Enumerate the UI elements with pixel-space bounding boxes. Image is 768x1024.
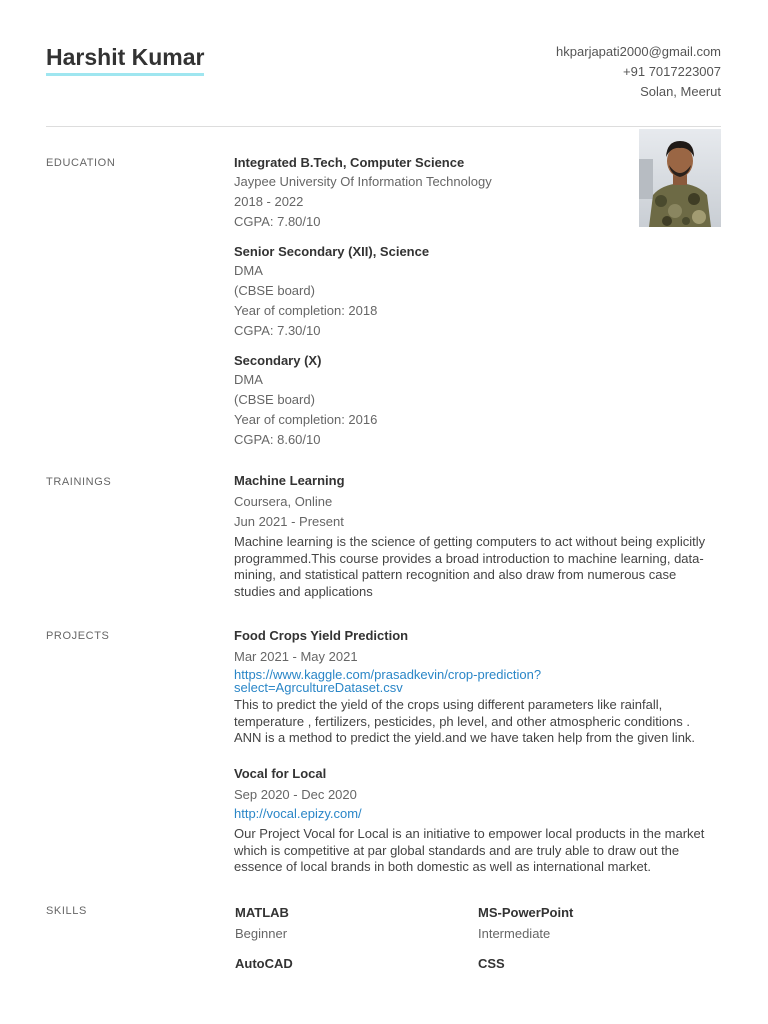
skill-level: Beginner [235,926,288,941]
education-entry [234,243,720,341]
skill-name: MS-PowerPoint [478,905,574,920]
skill-name: AutoCAD [235,956,293,971]
location-text: Solan, Meerut [640,84,721,99]
project-description: This to predict the yield of the crops using different parameters like rainfall, temperature , fertilizers, pesticides, ph level, and other atmospheric conditions . ANN is a method to predict the yield.and we have taken help from the given link. [234,697,696,745]
education-title: Senior Secondary (XII), Science [234,244,430,259]
skill-item [478,955,505,973]
education-line: CGPA: 7.30/10 [234,323,321,338]
project-link-line: http://vocal.epizy.com/ [234,806,362,821]
training-org: Coursera, Online [234,494,333,509]
skill-name: MATLAB [235,905,289,920]
email-text[interactable]: hkparjapati2000@gmail.com [556,44,721,59]
skill-item [235,955,293,973]
education-line: CGPA: 7.80/10 [234,214,321,229]
education-title: Integrated B.Tech, Computer Science [234,155,465,170]
training-title: Machine Learning [234,473,345,488]
project-entry [234,627,720,747]
education-line: Year of completion: 2018 [234,303,378,318]
skill-item [235,904,289,944]
project-link-line: select=AgrcultureDataset.csv [234,679,403,695]
education-line: (CBSE board) [234,283,315,298]
skill-item [478,904,573,944]
candidate-name: Harshit Kumar [46,44,204,76]
education-line: Year of completion: 2016 [234,412,378,427]
section-label-skills: SKILLS [46,905,87,917]
education-line: DMA [234,263,263,278]
training-entry [234,472,720,600]
project-dates: Sep 2020 - Dec 2020 [234,787,357,802]
project-dates: Mar 2021 - May 2021 [234,649,358,664]
education-line: 2018 - 2022 [234,194,304,209]
education-line: DMA [234,372,263,387]
education-line: Jaypee University Of Information Technology [234,174,492,189]
project-title: Vocal for Local [234,766,327,781]
education-line: CGPA: 8.60/10 [234,432,321,447]
project-title: Food Crops Yield Prediction [234,628,409,643]
education-line: (CBSE board) [234,392,315,407]
contact-info [556,42,721,102]
education-entry [234,154,720,232]
phone-text: +91 7017223007 [623,64,721,79]
training-dates: Jun 2021 - Present [234,514,344,529]
header-divider [46,126,721,127]
project-entry [234,765,720,876]
project-link-line: https://www.kaggle.com/prasadkevin/crop-prediction? [234,667,542,682]
project-description: Our Project Vocal for Local is an initiative to empower local products in the market which is competitive at par global standards and are truly able to draw out the essence of local brands in both domestic as well as international market. [234,826,705,874]
section-label-education: EDUCATION [46,157,116,169]
section-label-trainings: TRAININGS [46,476,112,488]
project-link[interactable] [234,805,720,823]
section-label-projects: PROJECTS [46,630,110,642]
education-title: Secondary (X) [234,353,322,368]
skill-level: Intermediate [478,926,551,941]
project-link[interactable] [234,669,720,694]
training-description: Machine learning is the science of getting computers to act without being explicitly programmed.This course provides a broad introduction to machine learning, data-mining, and statistical pattern recognition and also draw from numerous case studies and applications [234,534,706,599]
education-entry [234,352,720,450]
skill-name: CSS [478,956,505,971]
